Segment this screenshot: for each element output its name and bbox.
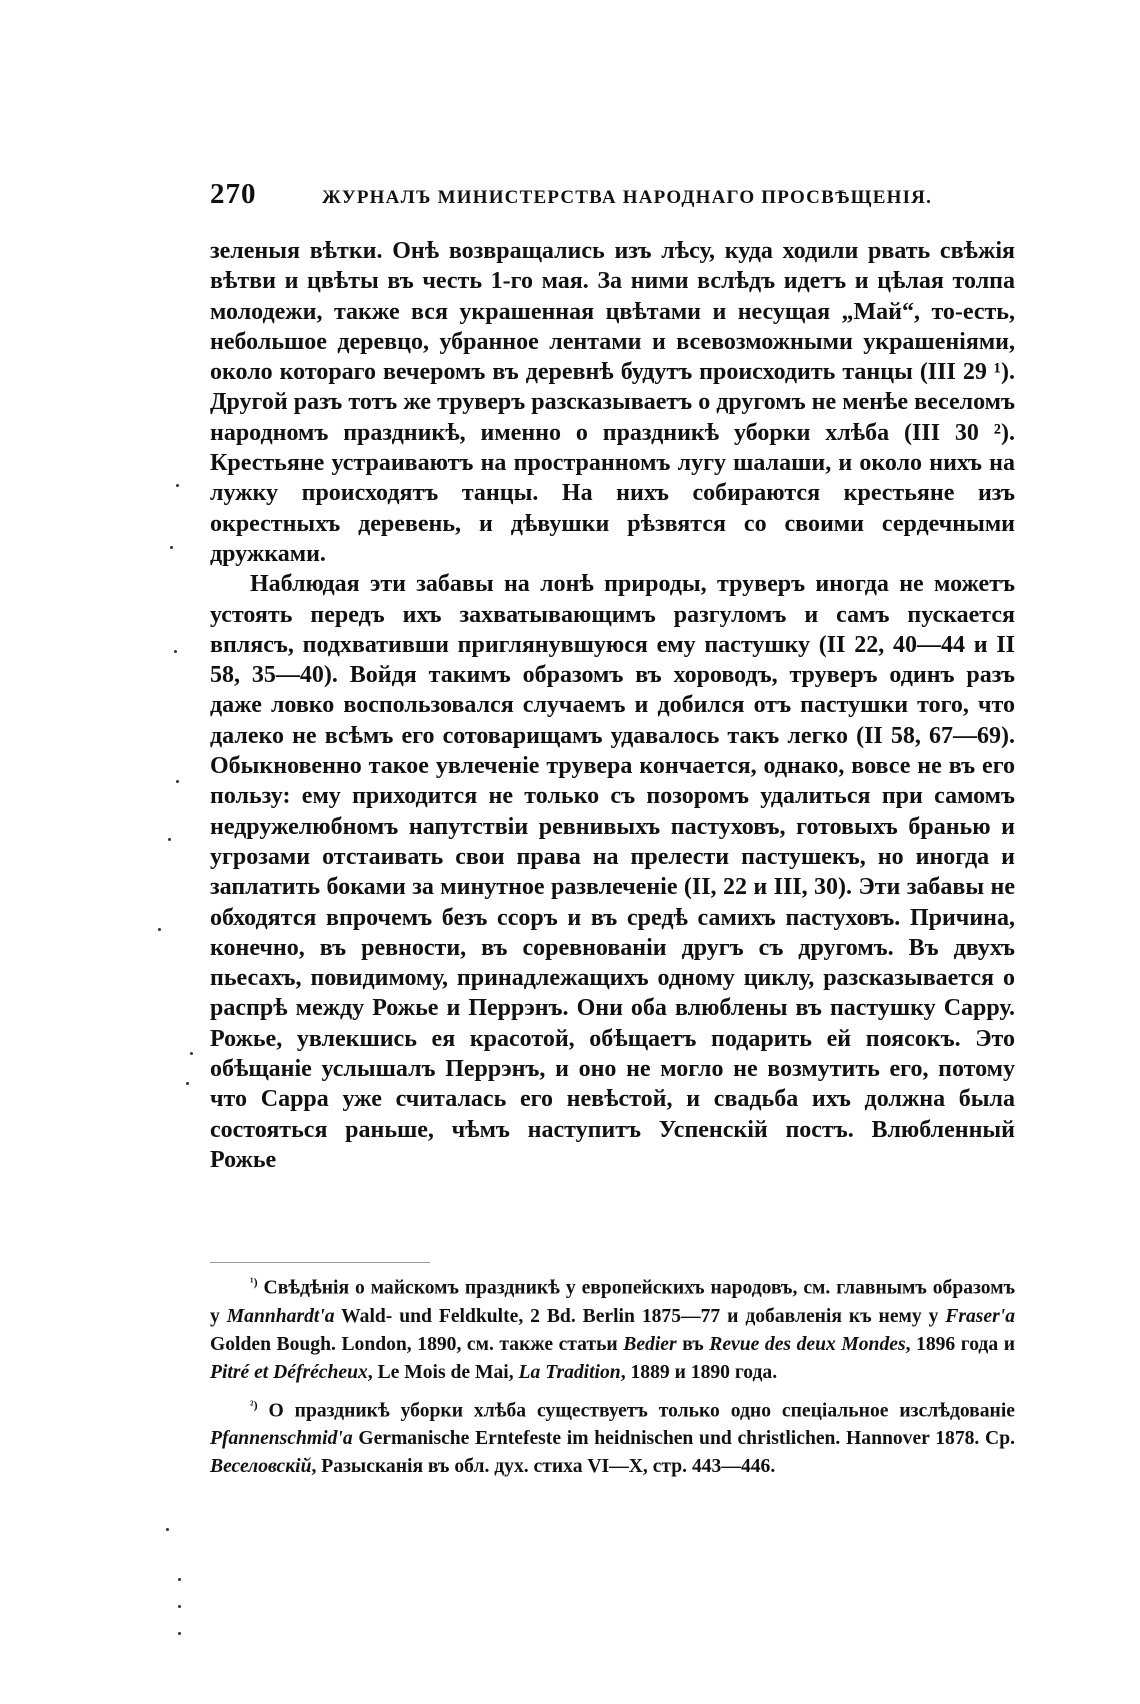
footnote-1-text: , 1896 года и — [905, 1333, 1015, 1355]
footnote-1-text: , Le Mois de Mai, — [367, 1361, 519, 1383]
paragraph-2: Наблюдая эти забавы на лонѣ природы, труверъ иногда не можетъ устоять передъ ихъ захватывающимъ разгуломъ и самъ пускается вплясъ, подхвативши приглянувшуюся ему пастушку (II 22, 40—44 и II 58, 35—40). Войдя такимъ образомъ въ хороводъ, труверъ одинъ разъ даже ловко воспользовался случаемъ и добился отъ пастушки того, что далеко не всѣмъ его сотоварищамъ удавалось такъ легко (II 58, 67—69). Обыкновенно такое увлеченіе трувера кончается, однако, вовсе не въ его пользу: ему приходится не только съ позоромъ удалиться при самомъ недружелюбномъ напутствіи ревнивыхъ пастуховъ, готовыхъ бранью и угрозами отстаивать свои права на прелести пастушекъ, но иногда и заплатить боками за минутное развлеченіе (II, 22 и III, 30). Эти забавы не обходятся впрочемъ безъ ссоръ и въ средѣ самихъ пастуховъ. Причина, конечно, въ ревности, въ соревнованіи другъ съ другомъ. Въ двухъ пьесахъ, повидимому, принадлежащихъ одному циклу, разсказывается о распрѣ между Рожье и Перрэнъ. Они оба влюблены въ пастушку Сарру. Рожье, увлекшись ея красотой, обѣщаетъ подарить ей поясокъ. Это обѣщаніе услышалъ Перрэнъ, и оно не могло не возмутить его, потому что Сарра уже считалась его невѣстой, и свадьба ихъ должна была состояться раньше, чѣмъ наступитъ Успенскій постъ. Влюбленный Рожье — [210, 571, 1015, 1173]
footnote-2-text: Germanische Erntefeste im heidnischen und christlichen. Hannover 1878. Ср. — [352, 1428, 1015, 1450]
footnote-2-mark: ²) — [250, 1397, 258, 1412]
scan-speck — [176, 780, 179, 783]
footnote-1-text: Golden Bough. London, 1890, см. также статьи — [210, 1333, 624, 1355]
body-text — [210, 236, 1015, 1175]
footnote-1-text: , 1889 и 1890 года. — [620, 1361, 778, 1383]
footnote-2-author-veselovsky: Веселовскій — [210, 1456, 312, 1478]
scan-speck — [178, 1578, 181, 1581]
scan-speck — [186, 1082, 189, 1085]
footnote-1-author-fraser: Fraser'a — [945, 1305, 1015, 1327]
footnote-2 — [210, 1391, 1015, 1482]
footnote-2-text: О праздникѣ уборки хлѣба существуетъ только одно спеціальное изслѣдованіе — [268, 1400, 1015, 1422]
footnote-1-text: въ — [676, 1333, 710, 1355]
footnote-1 — [210, 1268, 1015, 1387]
footnote-divider — [210, 1262, 430, 1263]
scan-speck — [170, 546, 173, 549]
footnote-1-author-pitre: Pitré et Défrécheux — [210, 1361, 368, 1383]
scan-speck — [190, 1052, 193, 1055]
journal-title: ЖУРНАЛЪ МИНИСТЕРСТВА НАРОДНАГО ПРОСВѢЩЕНІЯ. — [322, 187, 933, 208]
page-number: 270 — [210, 178, 257, 210]
running-head — [210, 178, 1015, 218]
footnote-1-author-bedier: Bedier — [623, 1333, 677, 1355]
scan-speck — [176, 484, 179, 487]
footnote-1-author-mannhardt: Mannhardt'a — [226, 1305, 335, 1327]
footnote-1-text: Wald- und Feldkulte, 2 Bd. Berlin 1875—77 и добавленія къ нему у — [334, 1305, 946, 1327]
scan-speck — [166, 1528, 169, 1531]
footnote-2-author-pfannenschmid: Pfannenschmid'a — [210, 1428, 353, 1450]
scan-speck — [178, 1605, 181, 1608]
scan-speck — [168, 838, 171, 841]
footnote-1-journal-revue: Revue des deux Mondes — [709, 1333, 906, 1355]
scan-speck — [158, 928, 161, 931]
paragraph-1: зеленыя вѣтки. Онѣ возвращались изъ лѣсу, куда ходили рвать свѣжія вѣтви и цвѣты въ честь 1-го мая. За ними вслѣдъ идетъ и цѣлая толпа молодежи, также вся украшенная цвѣтами и несущая „Май“, то-есть, небольшое деревцо, убранное лентами и всевозможными украшеніями, около котораго вечеромъ въ деревнѣ будутъ происходить танцы (III 29 ¹). Другой разъ тотъ же труверъ разсказываетъ о другомъ не менѣе веселомъ народномъ праздникѣ, именно о праздникѣ уборки хлѣба (III 30 ²). Крестьяне устраиваютъ на пространномъ лугу шалаши, и около нихъ на лужку происходятъ танцы. На нихъ собираются крестьяне изъ окрестныхъ деревень, и дѣвушки рѣзвятся со своими сердечными дружками. — [210, 238, 1015, 567]
scan-speck — [174, 650, 177, 653]
footnotes — [210, 1268, 1015, 1481]
footnote-1-journal-tradition: La Tradition — [518, 1361, 621, 1383]
footnote-2-text: , Разысканія въ обл. дух. стиха VI—X, стр. 443—446. — [311, 1456, 776, 1478]
scan-speck — [178, 1632, 181, 1635]
footnote-1-mark: ¹) — [250, 1275, 258, 1289]
footnote-1-text: Свѣдѣнія о майскомъ праздникѣ у европейскихъ народовъ, см. главнымъ образомъ у — [210, 1277, 1016, 1327]
